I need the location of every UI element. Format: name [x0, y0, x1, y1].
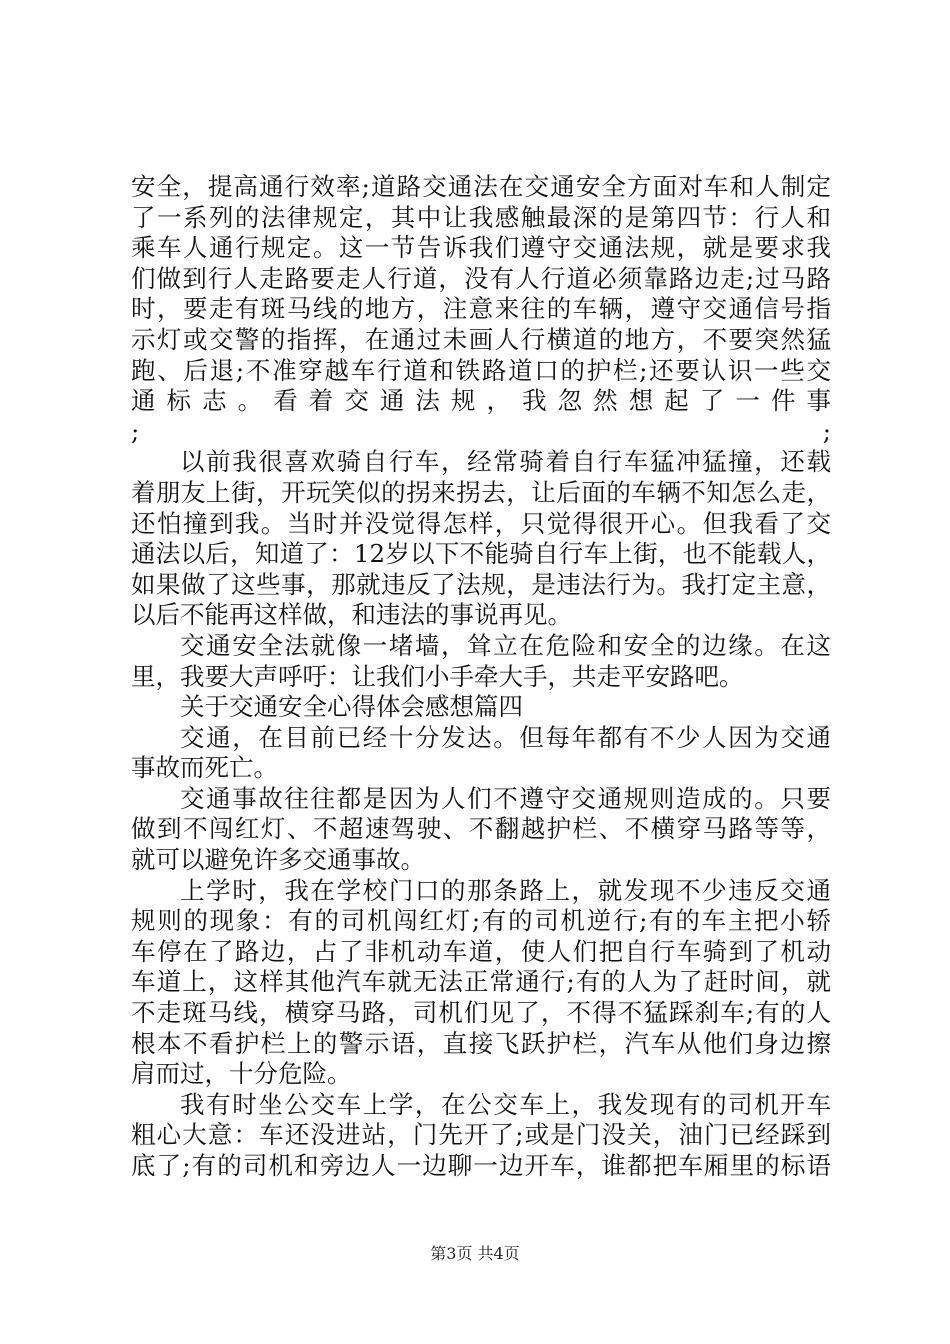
text-line: 如果做了这些事，那就违反了法规，是违法行为。我打定主意， [131, 569, 831, 599]
text-line: 通法以后，知道了：12岁以下不能骑自行车上街，也不能载人， [131, 539, 831, 569]
text-line: 不走斑马线，横穿马路，司机们见了，不得不猛踩刹车;有的人 [131, 998, 831, 1028]
text-line: 底了;有的司机和旁边人一边聊一边开车，谁都把车厢里的标语 [131, 1151, 831, 1180]
text-line: 规则的现象：有的司机闯红灯;有的司机逆行;有的车主把小轿 [131, 906, 831, 936]
text-line: 根本不看护栏上的警示语，直接飞跃护栏，汽车从他们身边擦 [131, 1028, 831, 1058]
paragraph-first-line: 以前我很喜欢骑自行车，经常骑着自行车猛冲猛撞，还载 [180, 447, 831, 477]
text-line: 安全，提高通行效率;道路交通法在交通安全方面对车和人制定 [131, 172, 831, 201]
text-line: 了一系列的法律规定，其中让我感触最深的是第四节：行人和 [131, 202, 831, 232]
body-text [131, 172, 831, 1182]
text-line: 粗心大意：车还没进站，门先开了;或是门没关，油门已经踩到 [131, 1120, 831, 1150]
text-line: 肩而过，十分危险。 [131, 1059, 352, 1089]
text-line: 还怕撞到我。当时并没觉得怎样，只觉得很开心。但我看了交 [131, 508, 831, 538]
text-line: 里，我要大声呼吁：让我们小手牵大手，共走平安路吧。 [131, 661, 744, 691]
text-line: 以后不能再这样做，和违法的事说再见。 [131, 600, 572, 630]
paragraph-first-line: 交通，在目前已经十分发达。但每年都有不少人因为交通 [180, 722, 831, 752]
text-line: 时，要走有斑马线的地方，注意来往的车辆，遵守交通信号指 [131, 294, 831, 324]
text-line: 通 标 志 。 看 着 交 通 法 规 ， 我 忽 然 想 起 了 一 件 事 [131, 386, 831, 416]
text-line: 乘车人通行规定。这一节告诉我们遵守交通法规，就是要求我 [131, 233, 831, 263]
text-line: 做到不闯红灯、不超速驾驶、不翻越护栏、不横穿马路等等， [131, 814, 831, 844]
paragraph-first-line: 交通安全法就像一堵墙，耸立在危险和安全的边缘。在这 [180, 630, 831, 660]
text-line: 事故而死亡。 [131, 753, 278, 783]
text-line: 就可以避免许多交通事故。 [131, 845, 425, 875]
text-line: 们做到行人走路要走人行道，没有人行道必须靠路边走;过马路 [131, 263, 831, 293]
text-line: 车道上，这样其他汽车就无法正常通行;有的人为了赶时间，就 [131, 967, 831, 997]
page-number-footer: 第3页 共4页 [430, 1244, 520, 1263]
text-line: ; ; [131, 416, 831, 446]
section-heading: 关于交通安全心得体会感想篇四 [180, 692, 523, 722]
text-line: 车停在了路边，占了非机动车道，使人们把自行车骑到了机动 [131, 936, 831, 966]
paragraph-first-line: 上学时，我在学校门口的那条路上，就发现不少违反交通 [180, 875, 831, 905]
paragraph-first-line: 我有时坐公交车上学，在公交车上，我发现有的司机开车 [180, 1089, 831, 1119]
paragraph-first-line: 交通事故往往都是因为人们不遵守交通规则造成的。只要 [180, 783, 831, 813]
text-line: 示灯或交警的指挥，在通过未画人行横道的地方，不要突然猛 [131, 324, 831, 354]
text-line: 着朋友上街，开玩笑似的拐来拐去，让后面的车辆不知怎么走， [131, 477, 831, 507]
text-line: 跑、后退;不准穿越车行道和铁路道口的护栏;还要认识一些交 [131, 355, 831, 385]
